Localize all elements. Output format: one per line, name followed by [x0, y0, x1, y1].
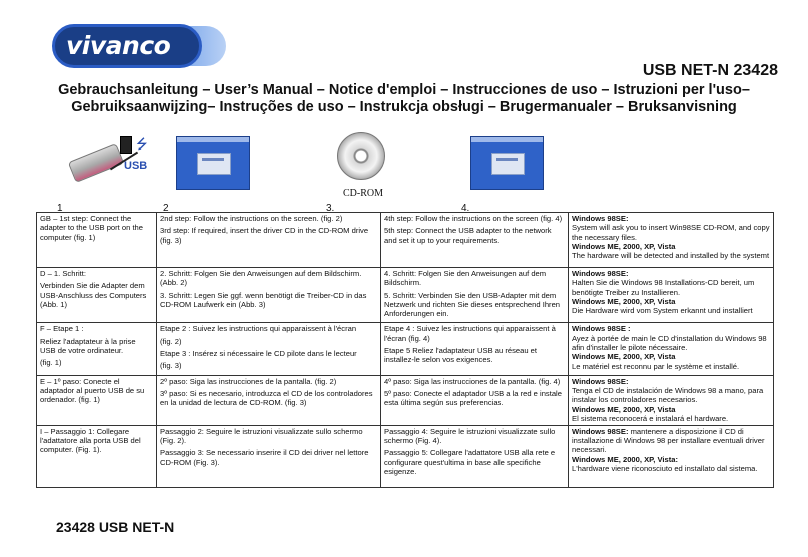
- vivanco-logo: [52, 24, 228, 72]
- instruction-text: 3. Schritt: Legen Sie ggf. wenn benötigt die Treiber-CD in das CD-ROM Laufwerk ein (Abb. 3): [160, 290, 367, 309]
- figure-number-4: 4.: [461, 203, 470, 214]
- cd-rom-icon: [337, 132, 385, 180]
- table-cell: [157, 375, 381, 425]
- table-cell: [37, 323, 157, 375]
- os-instruction: Tenga el CD de instalación de Windows 98 a mano, para instalar los controladores necesarios.: [572, 385, 764, 405]
- os-heading: Windows ME, 2000, XP, Vista: [572, 352, 676, 362]
- table-cell: [381, 375, 569, 425]
- table-row: [37, 213, 774, 268]
- instruction-text: Reliez l'adaptateur à la prise USB de votre ordinateur.: [40, 336, 136, 356]
- os-instruction: El sistema reconocerá e instalará el hardware.: [572, 413, 729, 423]
- os-instruction: The hardware will be detected and installed by the systemt: [572, 251, 770, 261]
- table-cell: [37, 213, 157, 268]
- table-cell-os: [569, 213, 774, 268]
- usb-adapter-image: [68, 143, 124, 183]
- instruction-text: GB – 1st step: Connect the adapter to the USB port on the computer (fig. 1): [40, 214, 144, 242]
- table-cell: [37, 268, 157, 323]
- instruction-text: Etape 2 : Suivez les instructions qui apparaissent à l'écran: [160, 324, 357, 334]
- instruction-text: 2º paso: Siga las instrucciones de la pantalla. (fig. 2): [160, 376, 337, 386]
- instruction-text: Passaggio 5: Collegare l'adattatore USB alla rete e configurare quest'ultima in base alle specifiche esigenze.: [384, 448, 556, 476]
- table-cell: [381, 425, 569, 487]
- usb-symbol-icon: ⭍: [136, 136, 148, 152]
- table-cell-os: [569, 323, 774, 375]
- figure-number-2: 2: [163, 203, 169, 214]
- instruction-text: 3rd step: If required, insert the driver CD in the CD-ROM drive (fig. 3): [160, 226, 369, 245]
- os-heading: Windows 98SE:: [572, 269, 629, 278]
- installer-screenshot-fig4: [470, 136, 544, 190]
- os-instruction: Die Hardware wird vom System erkannt und installiert: [572, 306, 753, 316]
- table-cell: [37, 425, 157, 487]
- os-heading: Windows 98SE:: [572, 376, 629, 386]
- os-instruction: Windows 98SE: mantenere a disposizione il CD di installazione di Windows 98 per installare eventuali driver necessari.: [572, 426, 765, 455]
- model-number-footer: 23428 USB NET-N: [56, 519, 175, 535]
- instruction-text: I – Passaggio 1: Collegare l'adattatore alla porta USB del computer. (Fig. 1).: [40, 426, 141, 455]
- instruction-text: 3º paso: Si es necesario, introduzca el CD de los controladores en la unidad de lectura de CD-ROM. (fig. 3): [160, 388, 373, 408]
- os-heading: Windows 98SE:: [572, 214, 629, 223]
- table-cell: [157, 323, 381, 375]
- instruction-text: 5. Schritt: Verbinden Sie den USB-Adapter mit dem Netzwerk und richten Sie dieses entsprechend Ihren Anforderungen ein.: [384, 290, 561, 319]
- table-row: [37, 268, 774, 323]
- figure-number-3: 3.: [326, 203, 335, 214]
- instruction-text: Etape 5 Reliez l'adaptateur USB au réseau et installez-le selon vos exigences.: [384, 346, 537, 365]
- instruction-text: 4. Schritt: Folgen Sie den Anweisungen auf dem Bildschirm.: [384, 269, 547, 288]
- table-cell: [37, 375, 157, 425]
- os-heading: Windows ME, 2000, XP, Vista: [572, 404, 676, 414]
- instruction-text: 5th step: Connect the USB adapter to the network and set it up to your requirements.: [384, 226, 552, 245]
- usb-port-image: [120, 136, 132, 154]
- os-instruction: Halten Sie die Windows 98 Installations-CD bereit, um benötigte Treiber zu Installieren.: [572, 278, 755, 297]
- os-heading: Windows 98SE :: [572, 324, 631, 334]
- table-cell-os: [569, 268, 774, 323]
- instruction-text: Verbinden Sie die Adapter dem USB-Anschluss des Computers (Abb. 1): [40, 281, 147, 309]
- instruction-text: D – 1. Schritt:: [40, 269, 87, 278]
- instruction-text: (fig. 3): [160, 361, 182, 371]
- os-instruction: Le matériel est reconnu par le système et installé.: [572, 361, 740, 371]
- table-cell-os: [569, 375, 774, 425]
- figure-number-1: 1: [57, 203, 63, 214]
- instruction-text: Passaggio 2: Seguire le istruzioni visualizzate sullo schermo (Fig. 2).: [160, 426, 363, 445]
- instruction-text: (fig. 1): [40, 358, 62, 368]
- instructions-table: [36, 212, 774, 488]
- table-row: [37, 323, 774, 375]
- manual-title-line-2: Gebruiksaanwijzing– Instruções de uso – Instrukcja obsługi – Brugermanualer – Bruksanvisning: [71, 99, 737, 115]
- model-number-header: USB NET-N 23428: [642, 62, 778, 79]
- installer-screenshot-fig2: [176, 136, 250, 190]
- usb-label: USB: [124, 160, 148, 172]
- table-cell-os: [569, 425, 774, 487]
- instruction-text: Passaggio 3: Se necessario inserire il CD dei driver nel lettore CD-ROM (Fig. 3).: [160, 448, 369, 467]
- instruction-text: 4º paso: Siga las instrucciones de la pantalla. (fig. 4): [384, 376, 561, 386]
- table-cell: [157, 213, 381, 268]
- table-row: [37, 375, 774, 425]
- table-cell: [157, 268, 381, 323]
- instruction-text: 2nd step: Follow the instructions on the screen. (fig. 2): [160, 214, 343, 223]
- logo-text: vivanco: [66, 31, 171, 60]
- os-instruction: System will ask you to insert Win98SE CD-ROM, and copy the necessary files.: [572, 223, 770, 242]
- table-cell: [381, 323, 569, 375]
- table-cell: [381, 213, 569, 268]
- instruction-text: (fig. 2): [160, 336, 182, 346]
- table-cell: [381, 268, 569, 323]
- manual-title-line-1: Gebrauchsanleitung – User’s Manual – Notice d'emploi – Instrucciones de uso – Istruzioni per l'uso–: [58, 82, 750, 98]
- instruction-text: E – 1º paso: Conecte el adaptador al puerto USB de su ordenador. (fig. 1): [40, 376, 145, 405]
- instruction-text: F – Etape 1 :: [40, 324, 84, 334]
- instruction-text: Etape 4 : Suivez les instructions qui apparaissent à l'écran (fig. 4): [384, 324, 556, 343]
- cd-rom-label: CD-ROM: [343, 188, 384, 199]
- os-heading: Windows ME, 2000, XP, Vista: [572, 241, 676, 251]
- instruction-text: Etape 3 : Insérez si nécessaire le CD pilote dans le lecteur: [160, 349, 357, 359]
- instruction-text: Passaggio 4: Seguire le istruzioni visualizzate sullo schermo (Fig. 4).: [384, 426, 556, 445]
- os-heading: Windows ME, 2000, XP, Vista:: [572, 454, 679, 464]
- figure-strip: [0, 130, 808, 214]
- instruction-text: 5º paso: Conecte el adaptador USB a la red e instale esta última según sus preferencias.: [384, 388, 562, 408]
- instruction-text: 4th step: Follow the instructions on the screen (fig. 4): [384, 214, 563, 223]
- instruction-text: 2. Schritt: Folgen Sie den Anweisungen auf dem Bildschirm. (Abb. 2): [160, 269, 362, 288]
- table-row: [37, 425, 774, 487]
- os-heading: Windows ME, 2000, XP, Vista: [572, 296, 676, 306]
- os-instruction: Ayez à portée de main le CD d'installation du Windows 98 afin d'installer le pilote nécessaire.: [572, 333, 767, 353]
- table-cell: [157, 425, 381, 487]
- os-instruction: L'hardware viene riconosciuto ed installato dal sistema.: [572, 463, 758, 473]
